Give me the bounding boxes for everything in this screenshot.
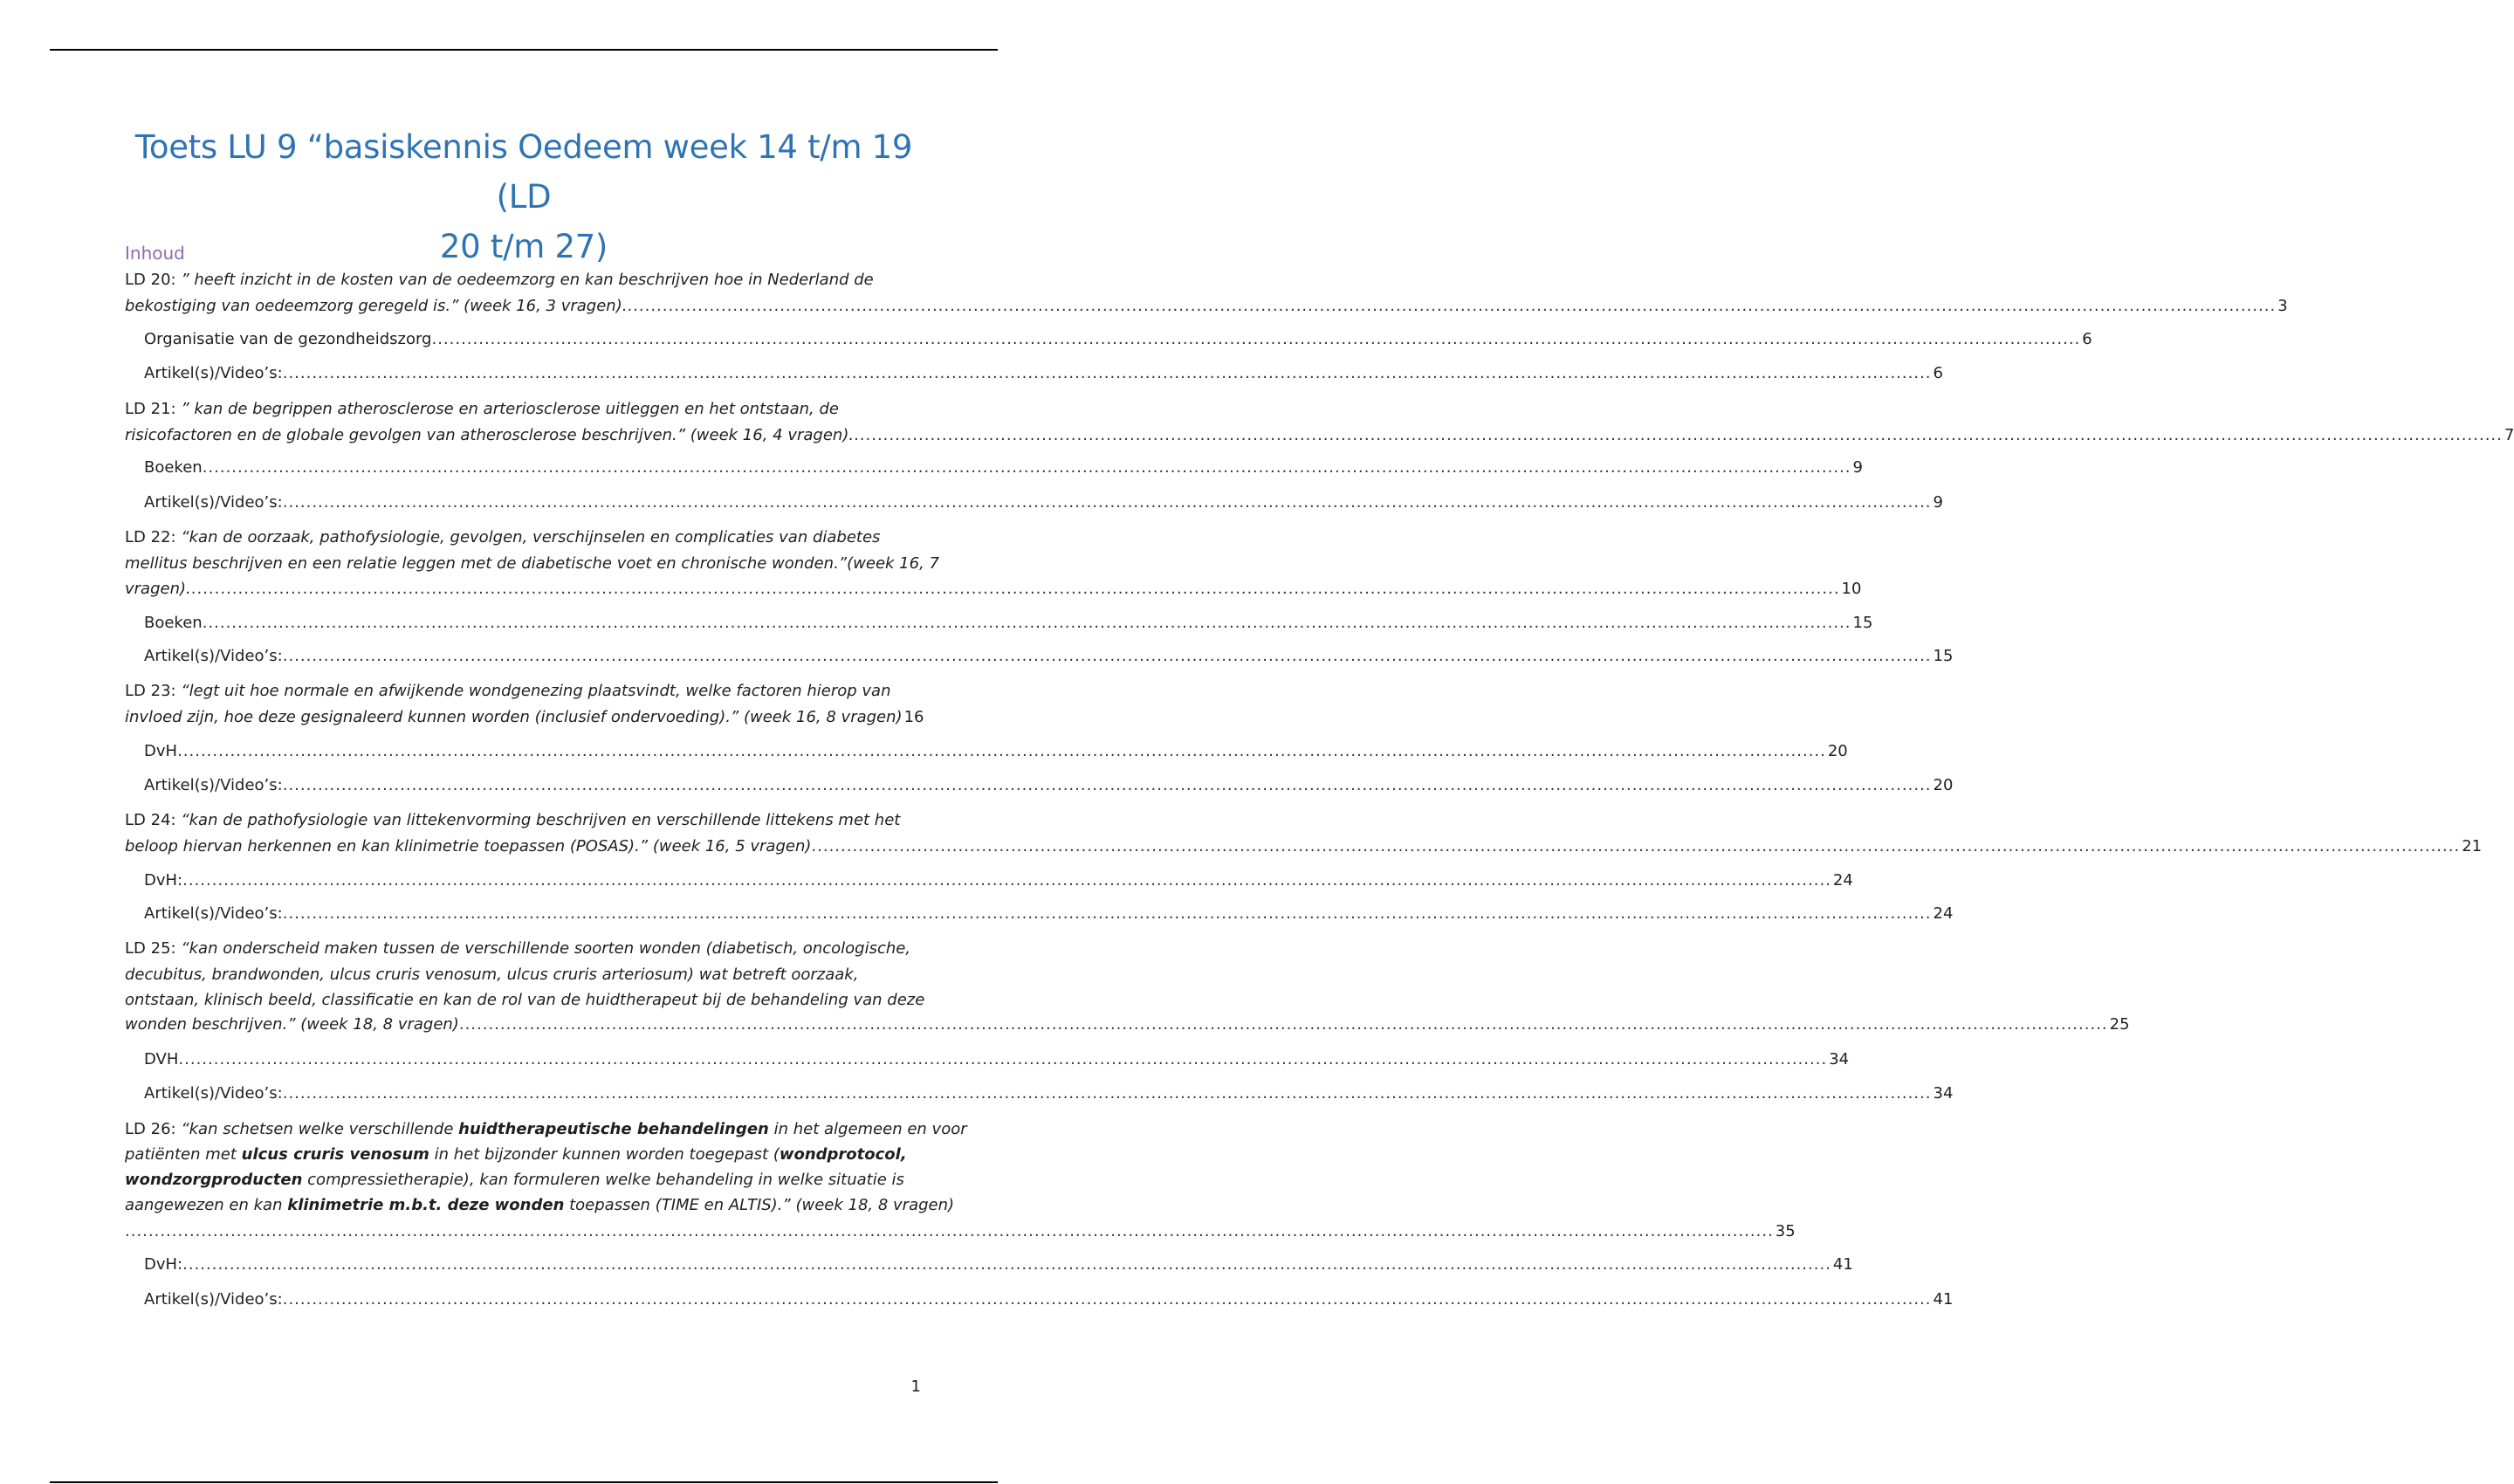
toc-subentry[interactable] [144, 739, 1848, 765]
dot-leader [283, 1287, 1932, 1313]
dot-leader [627, 293, 2276, 319]
toc-entry-prefix: LD 23: [125, 682, 182, 700]
toc-subentry-label: Artikel(s)/Video’s: [144, 904, 283, 923]
dot-leader [191, 576, 1840, 601]
toc-entry-prefix: LD 25: [125, 939, 182, 958]
bold-term: wondzorgproducten [125, 1171, 303, 1189]
dot-leader [203, 610, 1851, 636]
toc-entry-text: mellitus beschrijven en een relatie leggen met de diabetische voet en chronische wonden.”(week 16, 7 [125, 554, 939, 573]
toc-subentry-label: DvH: [144, 871, 183, 890]
toc-page-number: 15 [1852, 614, 1873, 632]
toc-entry-text: ” kan de begrippen atherosclerose en arteriosclerose uitleggen en het ontstaan, de [181, 400, 839, 418]
dot-leader [125, 1219, 1774, 1244]
toc-entry-text: risicofactoren en de globale gevolgen van atherosclerose beschrijven.” (week 16, 4 vragen). [125, 426, 855, 444]
toc-subentry[interactable] [144, 610, 1873, 636]
toc-page-number: 6 [1933, 364, 1943, 382]
toc-page-number: 21 [2462, 837, 2483, 855]
toc-page-number: 6 [2082, 330, 2092, 348]
toc-subentry-label: Artikel(s)/Video’s: [144, 493, 283, 512]
toc-entry-text: ” heeft inzicht in de kosten van de oedeemzorg en kan beschrijven hoe in Nederland de [181, 271, 874, 289]
toc-entry-text: decubitus, brandwonden, ulcus cruris venosum, ulcus cruris arteriosum) wat betreft oorzaak, [125, 965, 859, 984]
toc-entry-prefix: LD 21: [125, 400, 182, 418]
toc-page-number: 35 [1775, 1222, 1796, 1240]
toc-page-number: 24 [1832, 871, 1853, 890]
toc-page-number: 25 [2109, 1015, 2130, 1034]
toc-subentry[interactable] [144, 773, 1954, 799]
header-rule [50, 49, 998, 51]
toc-subentry[interactable] [144, 455, 1863, 481]
dot-leader [283, 643, 1932, 670]
toc-subentry[interactable] [144, 901, 1954, 927]
title-line-2: 20 t/m 27) [439, 228, 608, 265]
toc-entry-prefix: LD 24: [125, 811, 182, 829]
toc-page-number: 9 [1933, 493, 1943, 512]
dot-leader [283, 901, 1932, 927]
toc-subentry[interactable] [144, 1047, 1850, 1073]
toc-subentry[interactable] [144, 868, 1853, 894]
dot-leader [459, 1012, 2108, 1037]
dot-leader [283, 361, 1932, 387]
toc-entry-text: invloed zijn, hoe deze gesignaleerd kunnen worden (inclusief ondervoeding).” (week 16, 8 vragen) [125, 708, 903, 726]
bold-term: klinimetrie m.b.t. deze wonden [287, 1196, 565, 1214]
toc-page-number: 7 [2504, 426, 2514, 444]
toc-page-number: 16 [903, 708, 924, 726]
bold-term: huidtherapeutische behandelingen [458, 1120, 769, 1138]
toc-entry-text: “kan onderscheid maken tussen de verschillende soorten wonden (diabetisch, oncologische, [181, 939, 911, 958]
dot-leader [283, 773, 1932, 799]
toc-subentry[interactable] [144, 326, 2092, 353]
dot-leader [431, 326, 2080, 353]
toc-entry-text: ontstaan, klinisch beeld, classificatie en kan de rol van de huidtherapeut bij de behandeling van deze [125, 991, 925, 1009]
title-line-1: Toets LU 9 “basiskennis Oedeem week 14 t/m 19 (LD [134, 128, 913, 216]
toc-subentry[interactable] [144, 490, 1943, 516]
toc-page-number: 20 [1827, 742, 1848, 760]
toc-subentry[interactable] [144, 643, 1954, 670]
toc-subentry-label: DvH: [144, 1255, 183, 1274]
toc-subentry[interactable] [144, 1287, 1954, 1313]
toc-heading: Inhoud [125, 243, 185, 264]
toc-page-number: 15 [1933, 647, 1954, 665]
dot-leader [854, 423, 2503, 448]
toc-page-number: 20 [1933, 776, 1954, 794]
toc-entry-text: wonden beschrijven.” (week 18, 8 vragen) [125, 1015, 459, 1034]
toc-entry-text: beloop hiervan herkennen en kan klinimetrie toepassen (POSAS).” (week 16, 5 vragen) [125, 837, 812, 855]
toc-page-number: 34 [1933, 1084, 1954, 1103]
dot-leader [811, 834, 2460, 859]
page-number: 1 [910, 1378, 921, 1396]
toc-subentry-label: Boeken [144, 614, 203, 632]
toc-subentry-label: DVH [144, 1050, 179, 1068]
toc-subentry-label: Artikel(s)/Video’s: [144, 1290, 283, 1309]
toc-entry-prefix: LD 22: [125, 528, 182, 546]
toc-subentry-label: DvH [144, 742, 178, 760]
bold-term: ulcus cruris venosum [241, 1145, 429, 1164]
toc-entry-text: “kan de oorzaak, pathofysiologie, gevolgen, verschijnselen en complicaties van diabetes [181, 528, 881, 546]
dot-leader [283, 1081, 1932, 1107]
toc-entry-text: bekostiging van oedeemzorg geregeld is.” (week 16, 3 vragen). [125, 297, 628, 315]
toc-page-number: 41 [1933, 1290, 1954, 1309]
toc-subentry[interactable] [144, 1081, 1954, 1107]
dot-leader [182, 868, 1831, 894]
dot-leader [178, 1047, 1827, 1073]
bold-term: wondprotocol, [779, 1145, 907, 1164]
dot-leader [177, 739, 1826, 765]
toc-page-number: 9 [1852, 458, 1863, 477]
toc-entry-text: “legt uit hoe normale en afwijkende wondgenezing plaatsvindt, welke factoren hierop van [181, 682, 891, 700]
toc-page-number: 34 [1829, 1050, 1850, 1068]
dot-leader [203, 455, 1851, 481]
toc-entry-prefix: LD 26: [125, 1120, 182, 1138]
toc-entry-text: vragen). [125, 580, 191, 598]
toc-page-number: 10 [1841, 580, 1862, 598]
toc-subentry-label: Artikel(s)/Video’s: [144, 1084, 283, 1103]
toc-page-number: 3 [2277, 297, 2288, 315]
toc-subentry-label: Artikel(s)/Video’s: [144, 776, 283, 794]
toc-subentry-label: Organisatie van de gezondheidszorg [144, 330, 432, 348]
toc-subentry-label: Boeken [144, 458, 203, 477]
toc-subentry[interactable] [144, 1252, 1853, 1278]
toc-subentry-label: Artikel(s)/Video’s: [144, 647, 283, 665]
toc-page-number: 24 [1933, 904, 1954, 923]
dot-leader [182, 1252, 1831, 1278]
dot-leader [283, 490, 1932, 516]
toc-page-number: 41 [1832, 1255, 1853, 1274]
toc-entry-text: “kan de pathofysiologie van littekenvorming beschrijven en verschillende littekens met het [181, 811, 901, 829]
toc-entry-prefix: LD 20: [125, 271, 182, 289]
toc-subentry[interactable] [144, 361, 1943, 387]
document-title [113, 122, 934, 271]
toc-subentry-label: Artikel(s)/Video’s: [144, 364, 283, 382]
footer-rule [50, 1481, 998, 1483]
